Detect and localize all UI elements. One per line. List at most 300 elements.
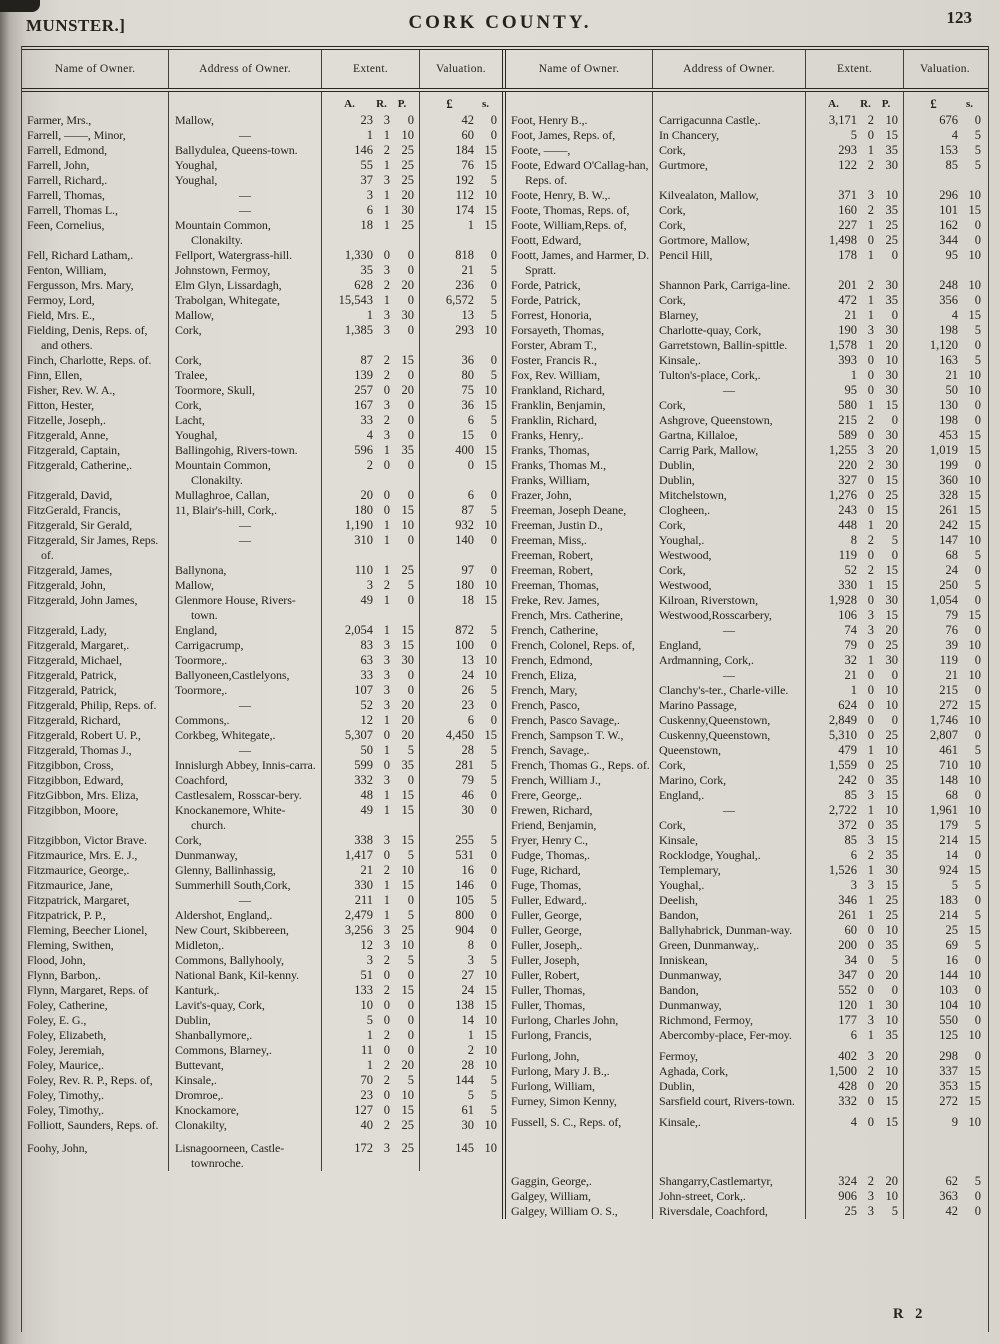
extent-acres: 60 bbox=[844, 923, 857, 937]
extent-acres: 34 bbox=[844, 953, 857, 967]
owner-address-cell: Kilvealaton, Mallow, bbox=[653, 188, 806, 203]
valuation-shillings: 5 bbox=[490, 263, 497, 277]
extent-cell bbox=[322, 773, 420, 788]
table-row bbox=[22, 698, 502, 713]
column-header-address-of-owner: Address of Owner. bbox=[169, 50, 322, 88]
valuation-shillings: 10 bbox=[968, 998, 981, 1012]
extent-cell bbox=[806, 623, 904, 638]
unit-roods: R. bbox=[860, 98, 871, 110]
extent-roods: 0 bbox=[383, 998, 390, 1012]
extent-perches: 5 bbox=[407, 743, 414, 757]
extent-roods: 0 bbox=[383, 248, 390, 262]
spacer-cell bbox=[806, 1130, 904, 1174]
valuation-pounds: 281 bbox=[455, 758, 474, 772]
extent-acres: 293 bbox=[838, 143, 857, 157]
extent-acres: 599 bbox=[354, 758, 373, 772]
extent-cell bbox=[806, 908, 904, 923]
extent-acres: 160 bbox=[838, 203, 857, 217]
extent-acres: 3 bbox=[850, 878, 857, 892]
extent-cell bbox=[322, 743, 420, 758]
extent-acres: 1,417 bbox=[344, 848, 373, 862]
owner-name-cell: Foley, Rev. R. P., Reps. of, bbox=[22, 1073, 169, 1088]
extent-acres: 628 bbox=[354, 278, 373, 292]
table-row bbox=[22, 593, 502, 623]
extent-roods: 0 bbox=[867, 938, 874, 952]
extent-cell bbox=[322, 788, 420, 803]
extent-cell bbox=[806, 338, 904, 353]
extent-perches: 10 bbox=[885, 1189, 898, 1203]
valuation-shillings: 0 bbox=[490, 428, 497, 442]
valuation-cell bbox=[420, 938, 502, 953]
owner-name-cell: Farrell, Thomas L., bbox=[22, 203, 169, 218]
extent-roods: 2 bbox=[383, 1073, 390, 1087]
valuation-shillings: 15 bbox=[484, 203, 497, 217]
owner-address-cell: Lisnagoorneen, Castle-townroche. bbox=[169, 1141, 322, 1171]
owner-address-cell: Shannon Park, Carriga-line. bbox=[653, 278, 806, 293]
extent-cell bbox=[806, 323, 904, 338]
table-row bbox=[22, 758, 502, 773]
extent-perches: 5 bbox=[407, 1073, 414, 1087]
valuation-cell bbox=[904, 188, 986, 203]
extent-perches: 20 bbox=[401, 188, 414, 202]
unit-acres: A. bbox=[344, 98, 355, 110]
valuation-cell bbox=[904, 383, 986, 398]
owner-address-cell: Mallow, bbox=[169, 113, 322, 128]
owner-address-cell: Youghal, bbox=[169, 428, 322, 443]
extent-roods: 3 bbox=[383, 428, 390, 442]
owner-address-cell: Youghal, bbox=[169, 173, 322, 188]
extent-perches: 15 bbox=[885, 878, 898, 892]
owner-name-cell: Flynn, Margaret, Reps. of bbox=[22, 983, 169, 998]
extent-acres: 23 bbox=[360, 1088, 373, 1102]
valuation-shillings: 0 bbox=[974, 953, 981, 967]
extent-perches: 30 bbox=[885, 323, 898, 337]
extent-acres: 1,330 bbox=[344, 248, 373, 262]
extent-roods: 2 bbox=[867, 413, 874, 427]
valuation-pounds: 162 bbox=[939, 218, 958, 232]
extent-perches: 10 bbox=[401, 128, 414, 142]
extent-perches: 15 bbox=[401, 623, 414, 637]
extent-acres: 12 bbox=[360, 938, 373, 952]
extent-roods: 1 bbox=[383, 518, 390, 532]
owner-name-cell: Fitzgerald, Catherine,. bbox=[22, 458, 169, 488]
valuation-pounds: 453 bbox=[939, 428, 958, 442]
valuation-shillings: 15 bbox=[968, 308, 981, 322]
extent-acres: 448 bbox=[838, 518, 857, 532]
valuation-pounds: 531 bbox=[455, 848, 474, 862]
column-header-address-of-owner: Address of Owner. bbox=[653, 50, 806, 88]
owner-name-cell: Fryer, Henry C., bbox=[506, 833, 653, 848]
extent-acres: 55 bbox=[360, 158, 373, 172]
table-row bbox=[22, 578, 502, 593]
valuation-pounds: 198 bbox=[939, 323, 958, 337]
owner-address-cell: — bbox=[169, 893, 322, 908]
extent-perches: 0 bbox=[407, 968, 414, 982]
extent-acres: 120 bbox=[838, 998, 857, 1012]
owner-address-cell: Cork, bbox=[653, 818, 806, 833]
table-row bbox=[22, 1103, 502, 1118]
table-row bbox=[22, 1013, 502, 1028]
extent-acres: 5,310 bbox=[828, 728, 857, 742]
extent-cell bbox=[322, 1103, 420, 1118]
owner-name-cell: Franklin, Benjamin, bbox=[506, 398, 653, 413]
extent-cell bbox=[806, 1094, 904, 1109]
valuation-pounds: 248 bbox=[939, 278, 958, 292]
valuation-pounds: 3 bbox=[467, 953, 474, 967]
extent-acres: 324 bbox=[838, 1174, 857, 1188]
extent-acres: 338 bbox=[354, 833, 373, 847]
owner-name-cell: Farrell, ——, Minor, bbox=[22, 128, 169, 143]
extent-perches: 25 bbox=[401, 158, 414, 172]
valuation-shillings: 5 bbox=[490, 773, 497, 787]
extent-perches: 30 bbox=[885, 458, 898, 472]
valuation-units bbox=[420, 92, 502, 113]
owner-name-cell: Furlong, John, bbox=[506, 1049, 653, 1064]
owner-address-cell: Garretstown, Ballin-spittle. bbox=[653, 338, 806, 353]
region-label: MUNSTER.] bbox=[26, 16, 126, 35]
column-header-valuation: Valuation. bbox=[436, 62, 486, 75]
extent-perches: 30 bbox=[885, 998, 898, 1012]
extent-perches: 10 bbox=[885, 698, 898, 712]
valuation-cell bbox=[420, 983, 502, 998]
valuation-pounds: 4 bbox=[951, 128, 958, 142]
valuation-cell bbox=[420, 533, 502, 563]
extent-acres: 1 bbox=[850, 368, 857, 382]
valuation-cell bbox=[904, 1013, 986, 1028]
table-row bbox=[22, 983, 502, 998]
extent-acres: 51 bbox=[360, 968, 373, 982]
valuation-cell bbox=[420, 593, 502, 623]
valuation-shillings: 15 bbox=[484, 458, 497, 472]
valuation-cell bbox=[904, 323, 986, 338]
owner-address-cell: — bbox=[653, 383, 806, 398]
valuation-cell bbox=[904, 728, 986, 743]
extent-roods: 0 bbox=[383, 458, 390, 472]
extent-perches: 20 bbox=[401, 728, 414, 742]
extent-cell bbox=[322, 983, 420, 998]
owner-name-cell: Franklin, Richard, bbox=[506, 413, 653, 428]
extent-perches: 15 bbox=[401, 1103, 414, 1117]
valuation-shillings: 0 bbox=[974, 233, 981, 247]
valuation-pounds: 36 bbox=[461, 398, 474, 412]
extent-acres: 107 bbox=[354, 683, 373, 697]
owner-address-cell: — bbox=[169, 188, 322, 203]
table-row bbox=[22, 488, 502, 503]
rows-left bbox=[22, 113, 502, 1171]
table-row bbox=[506, 1049, 986, 1064]
owner-name-cell: Fisher, Rev. W. A., bbox=[22, 383, 169, 398]
owner-name-cell: French, Catherine, bbox=[506, 623, 653, 638]
valuation-shillings: 0 bbox=[490, 278, 497, 292]
valuation-shillings: 15 bbox=[968, 833, 981, 847]
extent-roods: 1 bbox=[383, 788, 390, 802]
table-row bbox=[22, 173, 502, 188]
extent-roods: 1 bbox=[383, 158, 390, 172]
table-row bbox=[506, 383, 986, 398]
extent-roods: 3 bbox=[383, 668, 390, 682]
extent-roods: 0 bbox=[867, 128, 874, 142]
valuation-cell bbox=[904, 863, 986, 878]
valuation-pounds: 87 bbox=[461, 503, 474, 517]
extent-perches: 10 bbox=[885, 113, 898, 127]
owner-address-cell: Cork, bbox=[653, 398, 806, 413]
extent-cell bbox=[806, 428, 904, 443]
owner-name-cell: Folliott, Saunders, Reps. of. bbox=[22, 1118, 169, 1133]
extent-cell bbox=[806, 1049, 904, 1064]
extent-cell bbox=[806, 593, 904, 608]
table-row bbox=[506, 488, 986, 503]
valuation-cell bbox=[904, 668, 986, 683]
valuation-pounds: 145 bbox=[455, 1141, 474, 1155]
extent-cell bbox=[322, 1088, 420, 1103]
owner-name-cell: Fell, Richard Latham,. bbox=[22, 248, 169, 263]
valuation-pounds: 272 bbox=[939, 698, 958, 712]
valuation-pounds: 21 bbox=[945, 368, 958, 382]
extent-acres: 243 bbox=[838, 503, 857, 517]
owner-name-cell: Foote, ——, bbox=[506, 143, 653, 158]
table-row bbox=[22, 308, 502, 323]
valuation-shillings: 10 bbox=[484, 383, 497, 397]
valuation-shillings: 0 bbox=[974, 398, 981, 412]
table-row bbox=[506, 938, 986, 953]
valuation-cell bbox=[904, 1049, 986, 1064]
valuation-cell bbox=[904, 1079, 986, 1094]
extent-acres: 5 bbox=[366, 1013, 373, 1027]
extent-cell bbox=[806, 353, 904, 368]
extent-roods: 0 bbox=[867, 668, 874, 682]
valuation-pounds: 112 bbox=[455, 188, 474, 202]
valuation-shillings: 0 bbox=[974, 218, 981, 232]
valuation-pounds: 30 bbox=[461, 1118, 474, 1132]
valuation-pounds: 76 bbox=[461, 158, 474, 172]
valuation-pounds: 174 bbox=[455, 203, 474, 217]
valuation-pounds: 138 bbox=[455, 998, 474, 1012]
column-header-valuation: Valuation. bbox=[920, 62, 970, 75]
valuation-pounds: 344 bbox=[939, 233, 958, 247]
extent-perches: 35 bbox=[885, 938, 898, 952]
valuation-cell bbox=[904, 548, 986, 563]
extent-cell bbox=[806, 143, 904, 158]
valuation-shillings: 0 bbox=[490, 533, 497, 547]
extent-roods: 0 bbox=[867, 1115, 874, 1129]
table-row bbox=[506, 953, 986, 968]
extent-acres: 1,498 bbox=[828, 233, 857, 247]
table-row bbox=[506, 848, 986, 863]
valuation-shillings: 0 bbox=[974, 893, 981, 907]
extent-roods: 2 bbox=[383, 353, 390, 367]
valuation-cell bbox=[420, 278, 502, 293]
valuation-pounds: 79 bbox=[461, 773, 474, 787]
extent-acres: 6 bbox=[850, 848, 857, 862]
extent-perches: 35 bbox=[885, 293, 898, 307]
extent-roods: 0 bbox=[867, 953, 874, 967]
owner-name-cell: Fitton, Hester, bbox=[22, 398, 169, 413]
owner-name-cell: Fuller, George, bbox=[506, 908, 653, 923]
owner-name-cell: French, Eliza, bbox=[506, 668, 653, 683]
valuation-cell bbox=[904, 1115, 986, 1130]
owner-address-cell: Abercomby-place, Fer-moy. bbox=[653, 1028, 806, 1043]
valuation-pounds: 1 bbox=[467, 218, 474, 232]
extent-perches: 25 bbox=[885, 233, 898, 247]
valuation-pounds: 8 bbox=[467, 938, 474, 952]
extent-cell bbox=[322, 953, 420, 968]
extent-cell bbox=[322, 893, 420, 908]
owner-name-cell: Furney, Simon Kenny, bbox=[506, 1094, 653, 1109]
owner-name-cell: Fitzgerald, Thomas J., bbox=[22, 743, 169, 758]
owner-name-cell: Frazer, John, bbox=[506, 488, 653, 503]
extent-cell bbox=[806, 563, 904, 578]
extent-cell bbox=[806, 1189, 904, 1204]
owner-address-cell: Lavit's-quay, Cork, bbox=[169, 998, 322, 1013]
extent-acres: 261 bbox=[838, 908, 857, 922]
owner-name-cell: Galgey, William, bbox=[506, 1189, 653, 1204]
extent-cell bbox=[322, 218, 420, 248]
owner-address-cell: Queenstown, bbox=[653, 743, 806, 758]
units-spacer bbox=[22, 92, 169, 113]
valuation-cell bbox=[420, 413, 502, 428]
extent-acres: 211 bbox=[354, 893, 373, 907]
valuation-cell bbox=[904, 158, 986, 188]
owner-name-cell: Fitzgerald, Margaret,. bbox=[22, 638, 169, 653]
table-row bbox=[22, 113, 502, 128]
owner-name-cell: Furlong, William, bbox=[506, 1079, 653, 1094]
extent-perches: 0 bbox=[407, 413, 414, 427]
owner-address-cell: Corkbeg, Whitegate,. bbox=[169, 728, 322, 743]
owner-address-cell: — bbox=[653, 803, 806, 818]
table-row bbox=[506, 548, 986, 563]
extent-acres: 33 bbox=[360, 668, 373, 682]
valuation-cell bbox=[904, 503, 986, 518]
extent-perches: 30 bbox=[885, 428, 898, 442]
valuation-shillings: 10 bbox=[968, 188, 981, 202]
owner-name-cell: Fitzgerald, James, bbox=[22, 563, 169, 578]
extent-perches: 0 bbox=[407, 533, 414, 547]
owner-address-cell: Bandon, bbox=[653, 908, 806, 923]
owner-address-cell: Kinsale,. bbox=[653, 1115, 806, 1130]
valuation-pounds: 337 bbox=[939, 1064, 958, 1078]
owner-address-cell: Ballynona, bbox=[169, 563, 322, 578]
valuation-pounds: 28 bbox=[461, 743, 474, 757]
table-row bbox=[506, 128, 986, 143]
valuation-pounds: 146 bbox=[455, 878, 474, 892]
extent-cell bbox=[322, 1141, 420, 1171]
units-spacer bbox=[506, 92, 653, 113]
extent-cell bbox=[322, 248, 420, 263]
table-row bbox=[506, 698, 986, 713]
extent-acres: 220 bbox=[838, 458, 857, 472]
owner-address-cell: In Chancery, bbox=[653, 128, 806, 143]
extent-perches: 10 bbox=[401, 863, 414, 877]
extent-cell bbox=[806, 1013, 904, 1028]
extent-perches: 10 bbox=[401, 1088, 414, 1102]
owner-address-cell: Cork, bbox=[169, 833, 322, 848]
table-row bbox=[506, 248, 986, 278]
extent-roods: 1 bbox=[867, 143, 874, 157]
valuation-pounds: 818 bbox=[455, 248, 474, 262]
table-row bbox=[506, 458, 986, 473]
extent-perches: 15 bbox=[401, 983, 414, 997]
owner-address-cell: Dublin, bbox=[653, 1079, 806, 1094]
extent-perches: 0 bbox=[407, 773, 414, 787]
table-row bbox=[22, 203, 502, 218]
extent-cell bbox=[806, 1174, 904, 1189]
valuation-pounds: 261 bbox=[939, 503, 958, 517]
valuation-shillings: 5 bbox=[490, 893, 497, 907]
extent-cell bbox=[806, 683, 904, 698]
valuation-shillings: 10 bbox=[968, 968, 981, 982]
owner-name-cell: Fuller, George, bbox=[506, 923, 653, 938]
extent-roods: 0 bbox=[383, 383, 390, 397]
valuation-cell bbox=[420, 1118, 502, 1133]
extent-roods: 2 bbox=[383, 1118, 390, 1132]
extent-roods: 1 bbox=[383, 563, 390, 577]
owner-address-cell: Carrigacrump, bbox=[169, 638, 322, 653]
valuation-shillings: 0 bbox=[490, 713, 497, 727]
extent-cell bbox=[806, 578, 904, 593]
extent-acres: 74 bbox=[844, 623, 857, 637]
owner-address-cell: Clanchy's-ter., Charle-ville. bbox=[653, 683, 806, 698]
owner-address-cell: Dublin, bbox=[653, 458, 806, 473]
valuation-shillings: 5 bbox=[490, 368, 497, 382]
table-row bbox=[506, 728, 986, 743]
table-row bbox=[506, 1013, 986, 1028]
extent-perches: 0 bbox=[407, 1043, 414, 1057]
extent-cell bbox=[806, 128, 904, 143]
extent-roods: 2 bbox=[383, 863, 390, 877]
extent-cell bbox=[322, 518, 420, 533]
extent-perches: 20 bbox=[401, 1058, 414, 1072]
valuation-cell bbox=[904, 578, 986, 593]
table-row bbox=[506, 428, 986, 443]
valuation-cell bbox=[904, 563, 986, 578]
extent-acres: 70 bbox=[360, 1073, 373, 1087]
extent-cell bbox=[806, 503, 904, 518]
extent-roods: 1 bbox=[867, 998, 874, 1012]
valuation-pounds: 125 bbox=[939, 1028, 958, 1042]
owner-address-cell: Commons, Blarney,. bbox=[169, 1043, 322, 1058]
extent-cell bbox=[322, 188, 420, 203]
valuation-cell bbox=[904, 533, 986, 548]
extent-perches: 15 bbox=[885, 503, 898, 517]
valuation-cell bbox=[420, 638, 502, 653]
extent-roods: 3 bbox=[867, 1013, 874, 1027]
extent-acres: 1,500 bbox=[828, 1064, 857, 1078]
page-title: CORK COUNTY. bbox=[408, 12, 592, 33]
owner-name-cell: Franks, Henry,. bbox=[506, 428, 653, 443]
owner-name-cell: Fitzelle, Joseph,. bbox=[22, 413, 169, 428]
valuation-pounds: 36 bbox=[461, 353, 474, 367]
valuation-cell bbox=[420, 353, 502, 368]
extent-roods: 1 bbox=[383, 593, 390, 607]
owner-name-cell: Fermoy, Lord, bbox=[22, 293, 169, 308]
valuation-cell bbox=[904, 608, 986, 623]
valuation-pounds: 214 bbox=[939, 908, 958, 922]
table-row bbox=[22, 1118, 502, 1133]
valuation-pounds: 16 bbox=[461, 863, 474, 877]
extent-acres: 1 bbox=[366, 308, 373, 322]
extent-perches: 25 bbox=[885, 758, 898, 772]
valuation-shillings: 10 bbox=[968, 803, 981, 817]
extent-cell bbox=[806, 203, 904, 218]
owner-address-cell: — bbox=[169, 698, 322, 713]
extent-perches: 25 bbox=[885, 638, 898, 652]
owner-address-cell: Fellport, Watergrass-hill. bbox=[169, 248, 322, 263]
valuation-shillings: 0 bbox=[974, 1204, 981, 1218]
table-row bbox=[22, 908, 502, 923]
valuation-pounds: 85 bbox=[945, 158, 958, 172]
table-row bbox=[506, 578, 986, 593]
valuation-shillings: 0 bbox=[974, 983, 981, 997]
